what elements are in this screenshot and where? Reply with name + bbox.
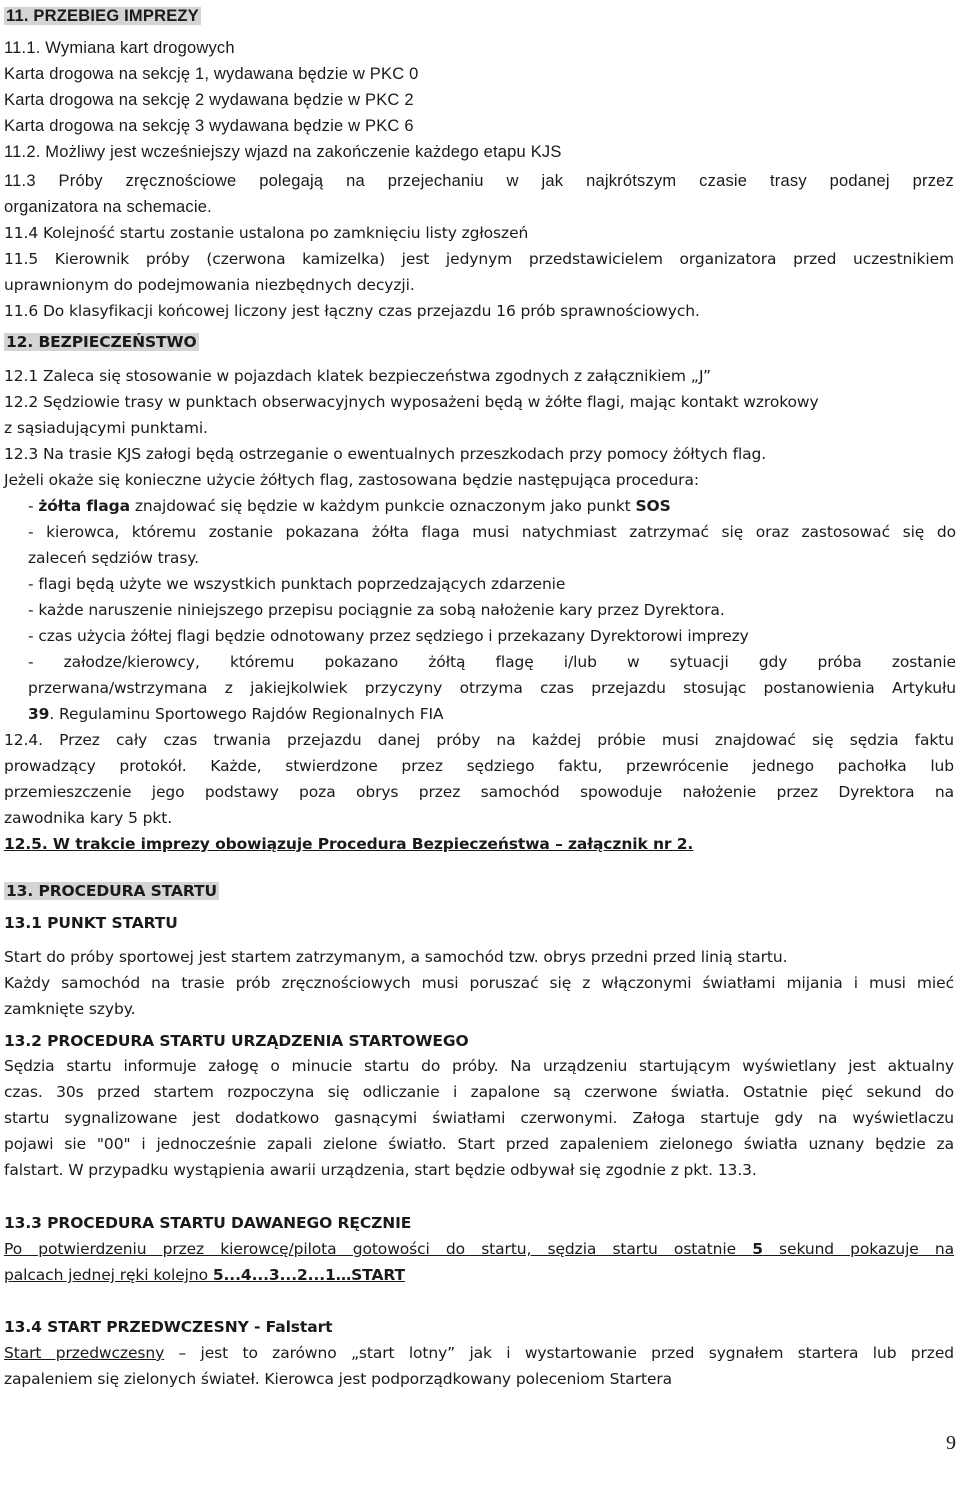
section-11-3-line-1: 11.3 Próby zręcznościowe polegają na przejechaniu w jak najkrótszym czasie trasy podanej przez	[4, 172, 954, 190]
bullet-bold-term: żółta flaga	[38, 497, 130, 515]
section-13-2-heading: 13.2 PROCEDURA STARTU URZĄDZENIA STARTOWEGO	[4, 1032, 469, 1050]
section-11-1-title: 11.1. Wymiana kart drogowych	[4, 39, 235, 57]
bullet-crew-time-line-1: - załodze/kierowcy, któremu pokazano żółtą flagę i/lub w sytuacji gdy próba zostanie	[28, 653, 956, 671]
section-13-2-line-5: falstart. W przypadku wystąpienia awarii urządzenia, start będzie odbywał się zgodnie z pkt. 13.3.	[4, 1161, 757, 1179]
section-11-1-line-3: Karta drogowa na sekcję 3 wydawana będzie w PKC 6	[4, 117, 414, 135]
bullet-driver-stop-line-1: - kierowca, któremu zostanie pokazana żółta flaga musi natychmiast zatrzymać się oraz zastosować się do	[28, 523, 956, 541]
section-13-4-heading: 13.4 START PRZEDWCZESNY - Falstart	[4, 1318, 333, 1336]
section-12-4-line-2: prowadzący protokół. Każde, stwierdzone przez sędziego faktu, przewrócenie jednego pachołka lub	[4, 757, 954, 775]
section-11-5-line-1: 11.5 Kierownik próby (czerwona kamizelka) jest jedynym przedstawicielem organizatora przed uczestnikiem	[4, 250, 954, 268]
section-13-1-heading: 13.1 PUNKT STARTU	[4, 914, 178, 932]
section-12-4-line-1: 12.4. Przez cały czas trwania przejazdu danej próby na każdej próbie musi znajdować się sędzia faktu	[4, 731, 954, 749]
section-11-heading	[4, 5, 201, 27]
section-13-2-line-4: pojawi sie "00" i jednocześnie zapali zielone światło. Start przed zapaleniem zielonego światła uznany będzie za	[4, 1135, 954, 1153]
bullet-dash: -	[28, 497, 39, 515]
section-13-3-line-1	[4, 1238, 954, 1260]
bullet-time-recorded: - czas użycia żółtej flagi będzie odnotowany przez sędziego i przekazany Dyrektorowi imprezy	[28, 627, 749, 645]
article-rest: . Regulaminu Sportowego Rajdów Regionalnych FIA	[49, 705, 444, 723]
section-13-4-line-1	[4, 1342, 954, 1364]
bullet-crew-time-line-2: przerwana/wstrzymana z jakiejkolwiek przyczyny otrzyma czas przejazdu stosując postanowienia Artykułu	[28, 679, 956, 697]
section-13-3-line-2	[4, 1264, 405, 1286]
bullet-yellow-flag	[28, 495, 671, 517]
section-11-6: 11.6 Do klasyfikacji końcowej liczony jest łączny czas przejazdu 16 prób sprawnościowych.	[4, 302, 700, 320]
section-11-4: 11.4 Kolejność startu zostanie ustalona po zamknięciu listy zgłoszeń	[4, 224, 529, 242]
section-13-4-line-2: zapaleniem się zielonych świateł. Kierowca jest podporządkowany poleceniom Startera	[4, 1370, 673, 1388]
section-11-3-line-2: organizatora na schemacie.	[4, 198, 212, 216]
manual-start-text: Po potwierdzeniu przez kierowcę/pilota gotowości do startu, sędzia startu ostatnie	[4, 1240, 753, 1258]
manual-start-countdown: 5...4...3...2...1…START	[212, 1266, 405, 1284]
article-number: 39	[28, 705, 50, 723]
falstart-term: Start przedwczesny	[4, 1344, 165, 1362]
bullet-flags-used: - flagi będą użyte we wszystkich punktach poprzedzających zdarzenie	[28, 575, 566, 593]
section-13-2-line-2: czas. 30s przed startem rozpoczyna się odliczanie i zapalone są czerwone światła. Ostatnie pięć sekund do	[4, 1083, 954, 1101]
section-12-4-line-4: zawodnika kary 5 pkt.	[4, 809, 173, 827]
manual-start-seconds: 5	[752, 1240, 763, 1258]
manual-start-text-end: sekund pokazuje na	[762, 1240, 954, 1258]
bullet-crew-time-line-3	[28, 703, 444, 725]
section-11-5-line-2: uprawnionym do podejmowania niezbędnych decyzji.	[4, 276, 415, 294]
section-11-1-line-2: Karta drogowa na sekcję 2 wydawana będzie w PKC 2	[4, 91, 414, 109]
section-11-2: 11.2. Możliwy jest wcześniejszy wjazd na zakończenie każdego etapu KJS	[4, 143, 562, 161]
section-12-5: 12.5. W trakcie imprezy obowiązuje Procedura Bezpieczeństwa – załącznik nr 2.	[4, 835, 694, 853]
section-12-procedure-intro: Jeżeli okaże się konieczne użycie żółtych flag, zastosowana będzie następująca procedura:	[4, 471, 699, 489]
bullet-text: znajdować się będzie w każdym punkcie oznaczonym jako punkt	[130, 497, 636, 515]
section-11-1-line-1: Karta drogowa na sekcję 1, wydawana będzie w PKC 0	[4, 65, 419, 83]
section-12-1: 12.1 Zaleca się stosowanie w pojazdach klatek bezpieczeństwa zgodnych z załącznikiem „J”	[4, 367, 711, 385]
bullet-bold-sos: SOS	[635, 497, 671, 515]
manual-start-fingers: palcach jednej ręki kolejno	[4, 1266, 213, 1284]
section-13-1-line-2: Każdy samochód na trasie prób zręcznościowych musi poruszać się z włączonymi światłami mijania i musi mieć	[4, 974, 954, 992]
section-12-heading	[4, 331, 199, 353]
page-number: 9	[946, 1432, 956, 1454]
bullet-violation: - każde naruszenie niniejszego przepisu pociągnie za sobą nałożenie kary przez Dyrektora.	[28, 601, 725, 619]
falstart-definition: – jest to zarówno „start lotny” jak i wystartowanie przed sygnałem startera lub przed	[164, 1344, 954, 1362]
section-13-3-heading: 13.3 PROCEDURA STARTU DAWANEGO RĘCZNIE	[4, 1214, 412, 1232]
section-13-2-line-3: startu sygnalizowane jest dodatkowo gasnącymi światłami czerwonymi. Załoga startuje gdy na wyświetlaczu	[4, 1109, 954, 1127]
bullet-driver-stop-line-2: zaleceń sędziów trasy.	[28, 549, 199, 567]
section-13-1-line-1: Start do próby sportowej jest startem zatrzymanym, a samochód tzw. obrys przedni przed linią startu.	[4, 948, 788, 966]
section-13-heading-text: 13. PROCEDURA STARTU	[6, 882, 217, 900]
section-13-2-line-1: Sędzia startu informuje załogę o minucie startu do próby. Na urządzeniu startującym wyświetlany jest aktualny	[4, 1057, 954, 1075]
section-12-2-line-2: z sąsiadującymi punktami.	[4, 419, 208, 437]
section-12-2-line-1: 12.2 Sędziowie trasy w punktach obserwacyjnych wyposażeni będą w żółte flagi, mając kontakt wzrokowy	[4, 393, 819, 411]
section-13-heading	[4, 880, 219, 902]
section-11-heading-text: 11. PRZEBIEG IMPREZY	[6, 7, 199, 25]
section-13-1-line-3: zamknięte szyby.	[4, 1000, 136, 1018]
section-12-heading-text: 12. BEZPIECZEŃSTWO	[6, 333, 197, 351]
section-12-3: 12.3 Na trasie KJS załogi będą ostrzeganie o ewentualnych przeszkodach przy pomocy żółtych flag.	[4, 445, 767, 463]
section-12-4-line-3: przemieszczenie jego podstawy poza obrys przez samochód spowoduje nałożenie przez Dyrektora na	[4, 783, 954, 801]
